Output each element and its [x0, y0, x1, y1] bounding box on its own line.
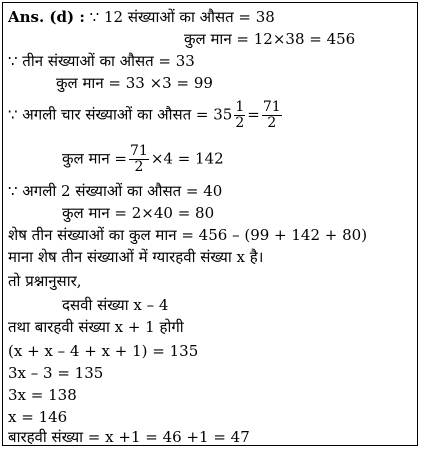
text-line: (x + x – 4 + x + 1) = 135	[8, 342, 199, 360]
math-line-average-four	[8, 100, 284, 131]
text-line: माना शेष तीन संख्याओं में ग्यारहवी संख्या x है।	[8, 248, 264, 266]
text-line: दसवी संख्या x – 4	[62, 296, 169, 314]
text-line: ∵ तीन संख्याओं का औसत = 33	[8, 52, 195, 70]
text-line: 3x = 138	[8, 386, 77, 404]
text-line: शेष तीन संख्याओं का कुल मान = 456 – (99 + 142 + 80)	[8, 226, 368, 244]
text-segment: ×4 = 142	[150, 149, 224, 168]
math-line-total-four	[62, 144, 224, 175]
text-line: कुल मान = 12×38 = 456	[184, 30, 356, 48]
fraction-numerator: 71	[129, 143, 148, 159]
text-segment: ∵ अगली चार संख्याओं का औसत = 35	[8, 105, 233, 124]
text-line: कुल मान = 33 ×3 = 99	[56, 74, 213, 92]
fraction-denominator: 2	[267, 115, 277, 131]
text-line: x = 146	[8, 408, 68, 426]
text-line: ∵ अगली 2 संख्याओं का औसत = 40	[8, 182, 223, 200]
fraction-71-over-2	[262, 100, 282, 131]
text-line: 3x – 3 = 135	[8, 364, 104, 382]
answer-label: Ans. (d) :	[8, 8, 85, 26]
equals-sign: =	[247, 105, 260, 124]
text-line: ∵ 12 संख्याओं का औसत = 38	[89, 8, 275, 26]
text-line: कुल मान = 2×40 = 80	[62, 204, 215, 222]
fraction-denominator: 2	[134, 159, 144, 175]
fraction-71-over-2	[129, 144, 149, 175]
answer-line-1	[8, 8, 275, 26]
fraction-numerator: 71	[262, 99, 281, 115]
text-segment: कुल मान =	[62, 149, 127, 168]
text-line: बारहवी संख्या = x +1 = 46 +1 = 47	[8, 428, 250, 446]
fraction-half	[234, 100, 245, 131]
fraction-denominator: 2	[235, 115, 245, 131]
text-line: तो प्रश्नानुसार,	[8, 272, 82, 290]
fraction-numerator: 1	[235, 99, 245, 115]
text-line: तथा बारहवी संख्या x + 1 होगी	[8, 318, 184, 336]
